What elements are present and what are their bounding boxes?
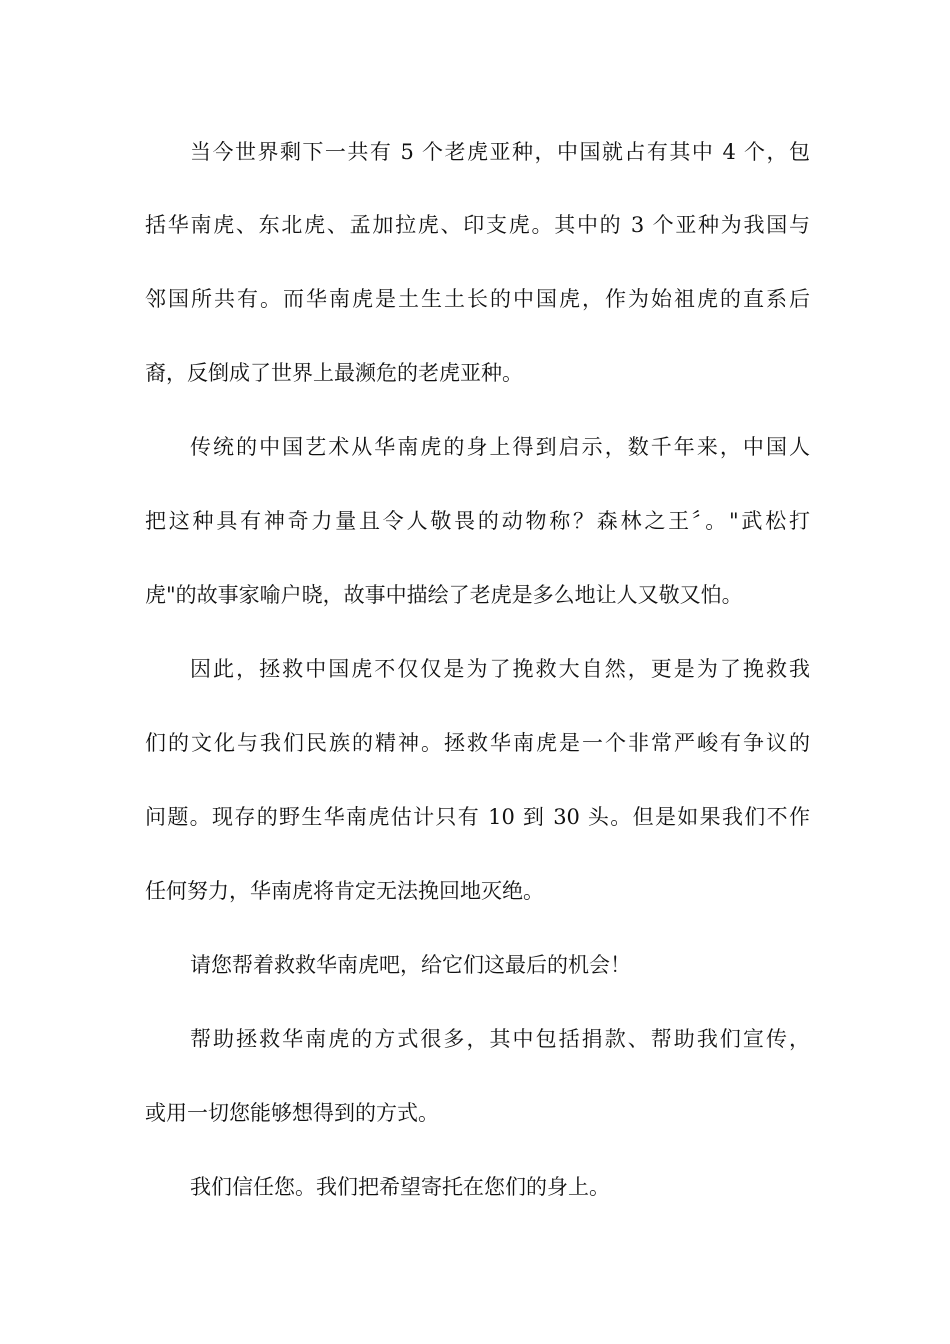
text-line: 我们信任您。我们把希望寄托在您们的身上。 <box>190 1175 610 1199</box>
text-line: 虎"的故事家喻户晓，故事中描绘了老虎是多么地让人又敬又怕。 <box>145 583 743 607</box>
text-line: 因此，拯救中国虎不仅仅是为了挽救大自然，更是为了挽救我 <box>190 657 810 681</box>
text-line: 请您帮着救救华南虎吧，给它们这最后的机会！ <box>190 953 631 977</box>
text-line: 把这种具有神奇力量且令人敬畏的动物称？森林之王〞。"武松打 <box>145 509 810 533</box>
text-line: 任何努力，华南虎将肯定无法挽回地灭绝。 <box>145 879 544 903</box>
text-line: 帮助拯救华南虎的方式很多，其中包括捐款、帮助我们宣传， <box>190 1027 810 1051</box>
text-line: 或用一切您能够想得到的方式。 <box>145 1101 439 1125</box>
text-line: 括华南虎、东北虎、孟加拉虎、印支虎。其中的 3 个亚种为我国与 <box>145 213 810 237</box>
text-line: 们的文化与我们民族的精神。拯救华南虎是一个非常严峻有争议的 <box>145 731 810 755</box>
text-line: 邻国所共有。而华南虎是土生土长的中国虎，作为始祖虎的直系后 <box>145 287 810 311</box>
text-line: 裔，反倒成了世界上最濒危的老虎亚种。 <box>145 361 523 385</box>
text-line: 问题。现存的野生华南虎估计只有 10 到 30 头。但是如果我们不作 <box>145 805 810 829</box>
text-line: 当今世界剩下一共有 5 个老虎亚种，中国就占有其中 4 个，包 <box>190 140 810 164</box>
text-line: 传统的中国艺术从华南虎的身上得到启示，数千年来，中国人 <box>190 435 810 459</box>
